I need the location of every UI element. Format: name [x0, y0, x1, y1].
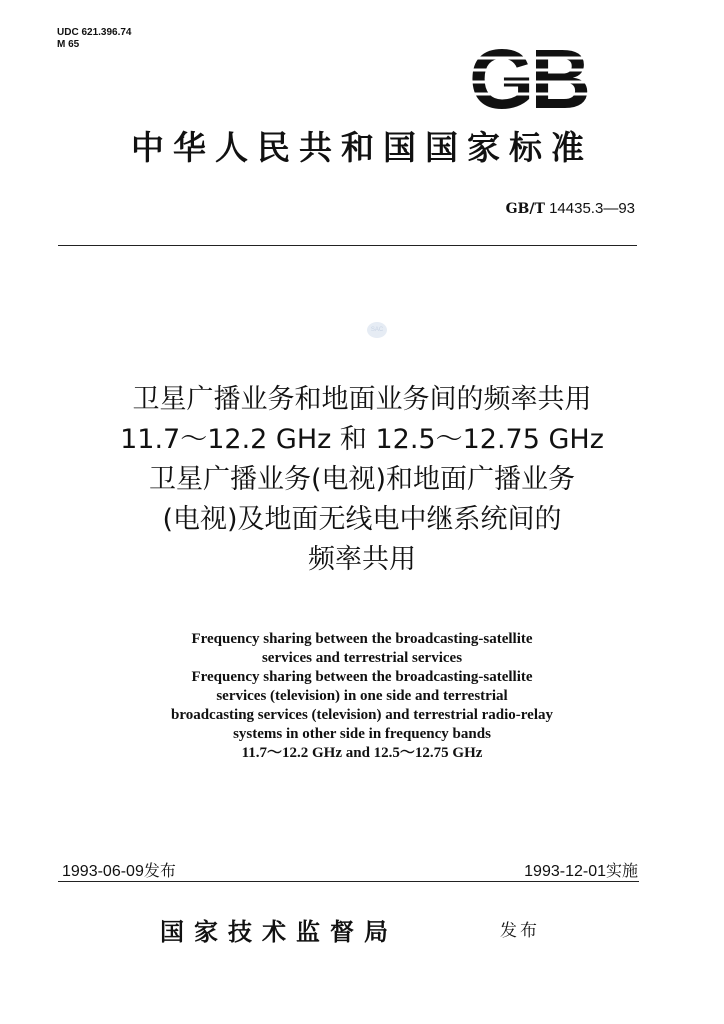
- english-title-line: services (television) in one side and terrestrial: [216, 688, 508, 704]
- implementation-date: 1993-12-01实施: [524, 863, 638, 880]
- standard-code: 14435.3—93: [549, 200, 635, 217]
- standard-category-title: 中华人民共和国国家标准: [131, 128, 593, 167]
- chinese-title-line: 卫星广播业务(电视)和地面广播业务: [148, 464, 576, 495]
- top-divider: [58, 245, 637, 246]
- chinese-title: [40, 380, 684, 580]
- english-title-line: broadcasting services (television) and terrestrial radio-relay: [170, 707, 554, 723]
- english-title-line: services and terrestrial services: [261, 650, 463, 666]
- m-code: M 65: [57, 39, 80, 50]
- publisher-name: 国家技术监督局: [160, 917, 398, 946]
- bottom-divider: [58, 881, 639, 882]
- chinese-title-line: (电视)及地面无线电中继系统间的: [162, 504, 562, 535]
- english-title-line: Frequency sharing between the broadcasting-satellite: [191, 631, 533, 647]
- issue-date: 1993-06-09发布: [62, 863, 176, 880]
- standard-number: [420, 200, 635, 217]
- gb-logo-icon: [462, 38, 594, 118]
- standard-prefix: GB/T: [505, 201, 545, 217]
- udc-code-block: [57, 27, 132, 51]
- watermark-stamp-icon: SAC: [367, 322, 387, 338]
- english-title-line: systems in other side in frequency bands: [233, 726, 491, 742]
- gb-logo-text: GB: [469, 38, 587, 118]
- english-title-line: Frequency sharing between the broadcasting-satellite: [191, 669, 533, 685]
- english-title: [40, 630, 684, 763]
- udc-code: UDC 621.396.74: [57, 27, 132, 38]
- chinese-title-line: 卫星广播业务和地面业务间的频率共用: [132, 384, 592, 415]
- publish-label: 发布: [500, 921, 540, 941]
- chinese-title-line: 频率共用: [308, 544, 416, 575]
- chinese-title-line: 11.7～12.2 GHz 和 12.5～12.75 GHz: [120, 424, 604, 455]
- english-title-line: 11.7～12.2 GHz and 12.5～12.75 GHz: [241, 745, 483, 761]
